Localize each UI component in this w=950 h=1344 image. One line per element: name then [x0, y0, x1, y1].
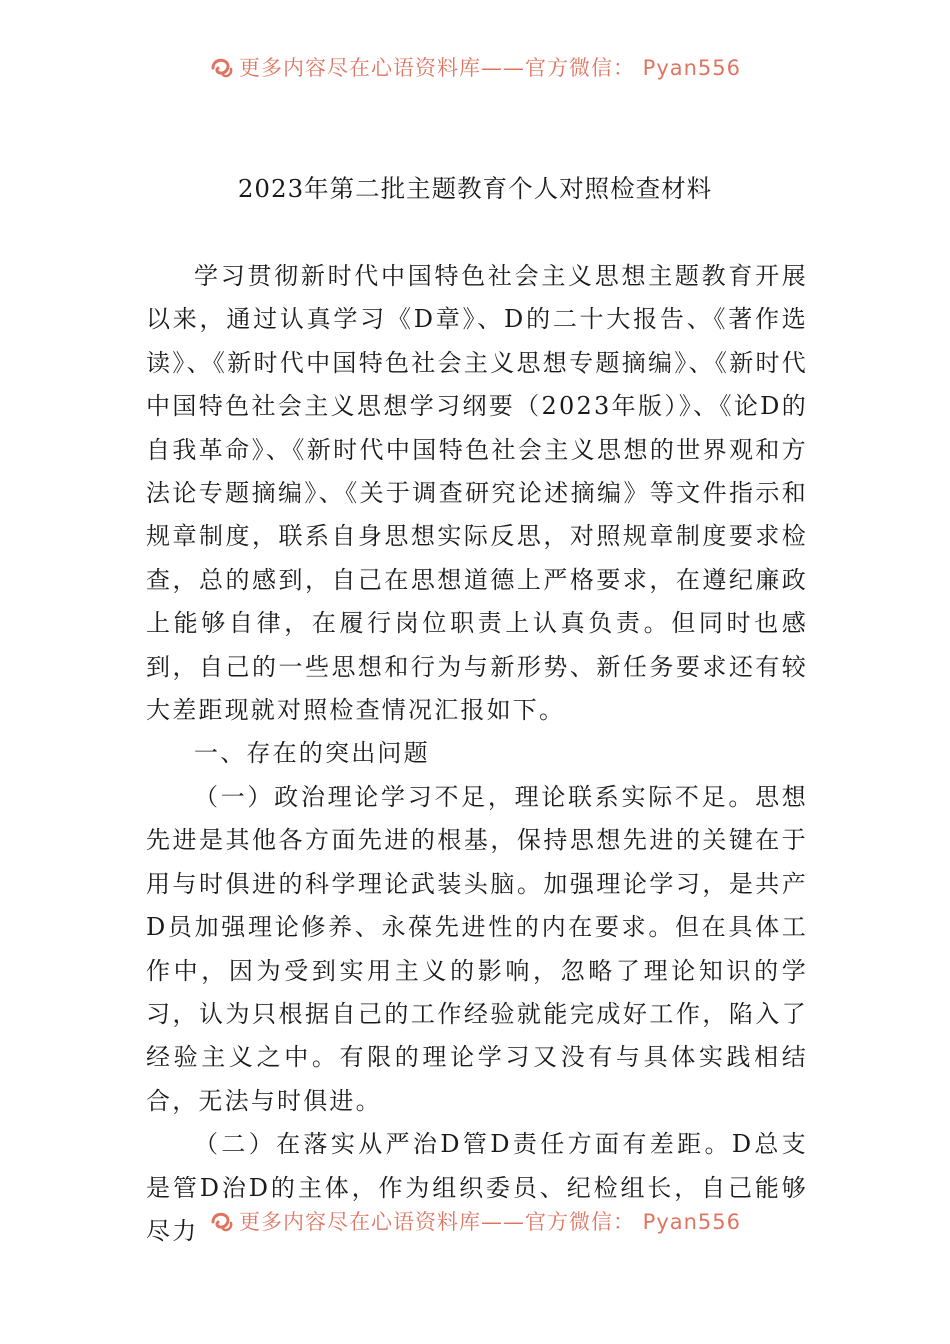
document-title: 2023年第二批主题教育个人对照检查材料 [237, 174, 713, 203]
watermark-header [0, 52, 950, 86]
watermark-logo-icon [209, 1208, 235, 1234]
document-body [146, 255, 808, 1253]
paragraph-intro: 学习贯彻新时代中国特色社会主义思想主题教育开展以来，通过认真学习《D章》、D的二十大报告、《著作选读》、《新时代中国特色社会主义思想专题摘编》、《新时代中国特色社会主义思想学习纲要（2023年版）》、《论D的自我革命》、《新时代中国特色社会主义思想的世界观和方法论专题摘编》、《关于调查研究论述摘编》等文件指示和规章制度，联系自身思想实际反思，对照规章制度要求检查，总的感到，自己在思想道德上严格要求，在遵纪廉政上能够自律，在履行岗位职责上认真负责。但同时也感到，自己的一些思想和行为与新形势、新任务要求还有较大差距现就对照检查情况汇报如下。 [146, 262, 808, 725]
paragraph-issue-2: （二）在落实从严治D管D责任方面有差距。D总支是管D治D的主体，作为组织委员、纪检组长，自己能够尽力 [146, 1130, 808, 1245]
watermark-text: 更多内容尽在心语资料库——官方微信： Pyan556 [238, 56, 742, 80]
section-heading: 一、存在的突出问题 [194, 739, 430, 768]
watermark-logo-icon [209, 54, 235, 80]
paragraph-issue-1: （一）政治理论学习不足，理论联系实际不足。思想先进是其他各方面先进的根基，保持思想先进的关键在于用与时俱进的科学理论武装头脑。加强理论学习，是共产D员加强理论修养、永葆先进性的内在要求。但在具体工作中，因为受到实用主义的影响，忽略了理论知识的学习，认为只根据自己的工作经验就能完成好工作，陷入了经验主义之中。有限的理论学习又没有与具体实践相结合，无法与时俱进。 [146, 782, 808, 1115]
watermark-text: 更多内容尽在心语资料库——官方微信： Pyan556 [238, 1210, 742, 1234]
watermark-footer [0, 1206, 950, 1240]
